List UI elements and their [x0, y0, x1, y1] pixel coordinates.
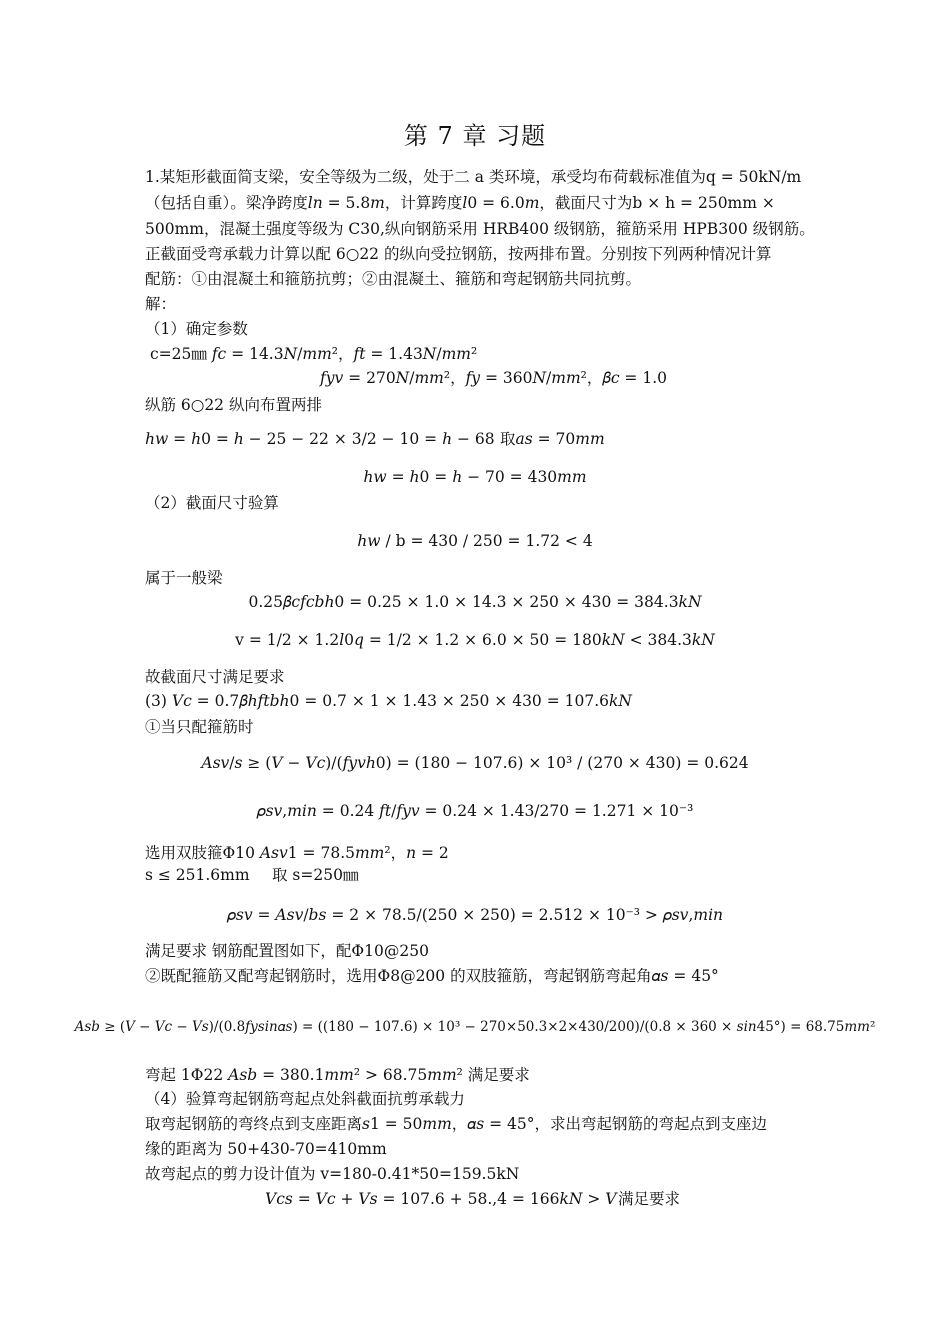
- section-capacity-formula: 0.25𝛽𝑐𝑓𝑐𝑏ℎ0 = 0.25 × 1.0 × 14.3 × 250 × 430 = 384.3𝑘𝑁: [248, 593, 702, 611]
- stirrup-area-formula: 𝐴𝑠𝑣/𝑠 ≥ (𝑉 − 𝑉𝑐)/(𝑓𝑦𝑣ℎ0) = (180 − 107.6) × 10³ / (270 × 430) = 0.624: [201, 754, 749, 772]
- solution-label: 解：: [145, 295, 177, 313]
- problem-line-4: 正截面受弯承载力计算以配 6○22 的纵向受拉钢筋，按两排布置。分别按下列两种情况计算: [145, 245, 772, 263]
- problem-line-1: 1.某矩形截面简支梁，安全等级为二级，处于二 a 类环境，承受均布荷载标准值为q = 50kN/m: [145, 168, 802, 186]
- spacing-choice: 取 s=250㎜: [272, 866, 359, 884]
- problem-line-5: 配筋：①由混凝土和箍筋抗剪；②由混凝土、箍筋和弯起钢筋共同抗剪。: [145, 270, 642, 288]
- section-3-heading: (3) 𝑉𝑐 = 0.7𝛽ℎ𝑓𝑡𝑏ℎ0 = 0.7 × 1 × 1.43 × 250 × 430 = 107.6𝑘𝑁: [145, 692, 632, 710]
- bent-bar-area-formula: 𝐴𝑠𝑏 ≥ (𝑉 − 𝑉𝑐 − 𝑉𝑠)/(0.8𝑓𝑦𝑠𝑖𝑛𝛼𝑠) = ((180 − 107.6) × 10³ − 270×50.3×2×430/200)/(0.8 × 360 × 𝑠𝑖𝑛45°) = 68.75𝑚𝑚²: [74, 1019, 876, 1035]
- stirrup-ratio-formula: 𝜌𝑠𝑣 = 𝐴𝑠𝑣/𝑏𝑠 = 2 × 78.5/(250 × 250) = 2.512 × 10⁻³ > 𝜌𝑠𝑣,𝑚𝑖𝑛: [226, 906, 724, 924]
- parameters-line-2: 𝑓𝑦𝑣 = 270𝑁/𝑚𝑚²，𝑓𝑦 = 360𝑁/𝑚𝑚²，𝛽𝑐 = 1.0: [320, 369, 667, 387]
- section-4-heading: （4）验算弯起钢筋弯起点处斜截面抗剪承载力: [145, 1090, 465, 1108]
- chapter-title: 第 7 章 习题: [403, 122, 547, 150]
- section-1-heading: （1）确定参数: [145, 320, 248, 338]
- problem-line-2: （包括自重）。梁净跨度𝑙𝑛 = 5.8𝑚，计算跨度𝑙0 = 6.0𝑚，截面尺寸为b × h = 250mm ×: [145, 194, 775, 212]
- bend-point-shear: 故弯起点的剪力设计值为 v=180-0.41*50=159.5kN: [145, 1165, 520, 1183]
- section-2-heading: （2）截面尺寸验算: [145, 494, 279, 512]
- final-conclusion: 满足要求: [618, 1190, 681, 1208]
- case-1-heading: ①当只配箍筋时: [145, 718, 254, 736]
- case-2-heading: ②既配箍筋又配弯起钢筋时，选用Φ8@200 的双肢箍筋，弯起钢筋弯起角𝛼𝑠 = 45°: [145, 967, 719, 985]
- effective-depth-formula: ℎ𝑤 = ℎ0 = ℎ − 25 − 22 × 3/2 − 10 = ℎ − 68: [145, 430, 495, 448]
- parameters-line-1: c=25㎜ 𝑓𝑐 = 14.3𝑁/𝑚𝑚²，𝑓𝑡 = 1.43𝑁/𝑚𝑚²: [150, 345, 478, 363]
- bent-bar-selection: 弯起 1Φ22 𝐴𝑠𝑏 = 380.1𝑚𝑚² > 68.75𝑚𝑚² 满足要求: [145, 1066, 530, 1084]
- shear-force-formula: v = 1/2 × 1.2𝑙0𝑞 = 1/2 × 1.2 × 6.0 × 50 = 180𝑘𝑁 < 384.3𝑘𝑁: [235, 631, 715, 649]
- case-1-conclusion: 满足要求 钢筋配置图如下，配Φ10@250: [145, 942, 429, 960]
- spacing-limit: s ≤ 251.6mm: [145, 866, 250, 884]
- general-beam-text: 属于一般梁: [145, 569, 223, 587]
- section-check-conclusion: 故截面尺寸满足要求: [145, 668, 285, 686]
- min-ratio-formula: 𝜌𝑠𝑣,𝑚𝑖𝑛 = 0.24 𝑓𝑡/𝑓𝑦𝑣 = 0.24 × 1.43/270 = 1.271 × 10⁻³: [256, 802, 694, 820]
- h0-result: ℎ𝑤 = ℎ0 = ℎ − 70 = 430𝑚𝑚: [363, 468, 587, 486]
- as-value: 取𝑎𝑠 = 70𝑚𝑚: [500, 430, 605, 448]
- rebar-layout-text: 纵筋 6○22 纵向布置两排: [145, 396, 322, 414]
- bend-point-line-1: 取弯起钢筋的弯终点到支座距离𝑠1 = 50𝑚𝑚，𝛼𝑠 = 45°，求出弯起钢筋的弯起点到支座边: [145, 1115, 768, 1133]
- vcs-formula: 𝑉𝑐𝑠 = 𝑉𝑐 + 𝑉𝑠 = 107.6 + 58.,4 = 166𝑘𝑁 > 𝑉: [265, 1190, 617, 1208]
- problem-line-3: 500mm，混凝土强度等级为 C30,纵向钢筋采用 HRB400 级钢筋，箍筋采用 HPB300 级钢筋。: [145, 220, 815, 238]
- stirrup-selection-text: 选用双肢箍Φ10 𝐴𝑠𝑣1 = 78.5𝑚𝑚²，𝑛 = 2: [145, 844, 449, 862]
- hw-ratio-formula: ℎ𝑤 / b = 430 / 250 = 1.72 < 4: [357, 532, 593, 550]
- bend-point-line-2: 缘的距离为 50+430-70=410mm: [145, 1140, 387, 1158]
